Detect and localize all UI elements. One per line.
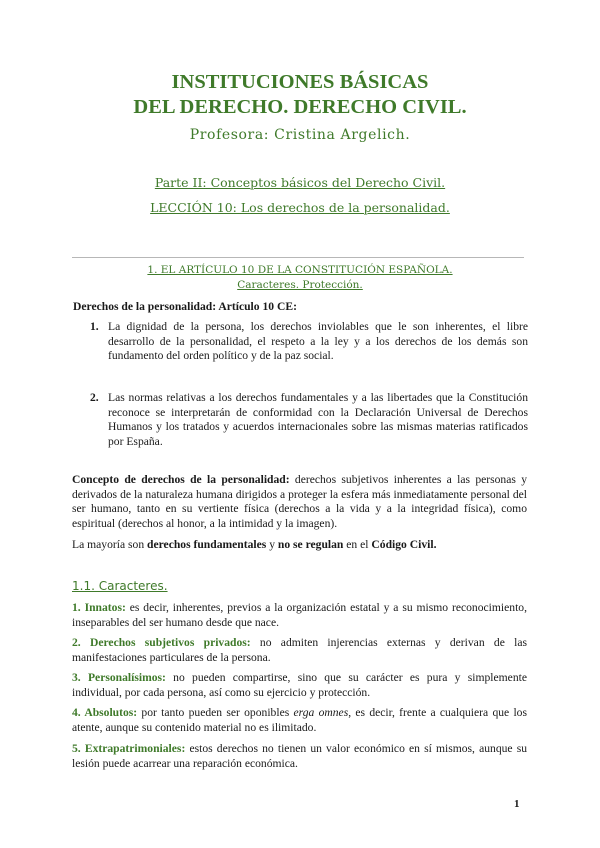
lesson-heading: LECCIÓN 10: Los derechos de la personalidad.	[150, 200, 450, 215]
character-item	[72, 706, 527, 735]
section-heading: 1. EL ARTÍCULO 10 DE LA CONSTITUCIÓN ESPAÑOLA.	[147, 264, 453, 276]
majority-bold-not-regulated: no se regulan	[277, 538, 344, 551]
characters-heading: 1.1. Caracteres.	[72, 579, 168, 593]
character-item	[72, 601, 527, 630]
professor-name: Profesora: Cristina Argelich.	[189, 127, 411, 143]
character-item	[72, 636, 527, 665]
character-text: no admiten injerencias externas y derivan de las manifestaciones particulares de la persona.	[72, 636, 527, 664]
document-title-line1: INSTITUCIONES BÁSICAS	[171, 71, 429, 93]
character-text: por tanto pueden ser oponibles	[137, 706, 294, 719]
list-item-text: Las normas relativas a los derechos fundamentales y a las libertades que la Constitución reconoce se interpretarán de conformidad con la Declaración Universal de Derechos Humanos y los tratados y acuerdos internacionales sobre las mismas materias ratificados por España.	[108, 391, 528, 448]
character-text: , es decir, frente a cualquiera que los atente, aunque su contenido material no es ilimitado.	[72, 706, 527, 734]
majority-text: en el	[343, 538, 372, 551]
majority-text: La mayoría son	[72, 538, 148, 551]
character-text-italic: erga omnes	[293, 706, 349, 719]
part-heading: Parte II: Conceptos básicos del Derecho Civil.	[154, 175, 446, 190]
character-label: 1. Innatos:	[72, 601, 126, 614]
character-text: es decir, inherentes, previos a la organización estatal y a su mismo reconocimiento, inseparables del ser humano desde que nace.	[72, 601, 527, 629]
concept-paragraph	[72, 473, 527, 531]
character-item	[72, 742, 527, 771]
concept-text: derechos subjetivos inherentes a las personas y derivados de la naturaleza humana dirigidos a proteger la esfera más inmediatamente personal del ser humano, tanto en su vertiente física (derechos a la vida y a la integridad física), como espiritual (derechos al honor, a la intimidad y la imagen).	[72, 473, 527, 530]
majority-paragraph	[72, 538, 527, 553]
section-subheading: Caracteres. Protección.	[237, 279, 363, 291]
character-label: 5. Extrapatrimoniales:	[72, 742, 186, 755]
character-item	[72, 671, 527, 700]
page-number: 1	[514, 798, 520, 810]
list-item-number: 1.	[90, 320, 99, 333]
concept-label: Concepto de derechos de la personalidad:	[72, 473, 290, 486]
section-divider	[72, 257, 524, 258]
character-label: 4. Absolutos:	[72, 706, 138, 719]
document-title-line2: DEL DERECHO. DERECHO CIVIL.	[133, 96, 467, 118]
majority-bold-rights: derechos fundamentales	[147, 538, 267, 551]
list-item-number: 2.	[90, 391, 99, 404]
character-label: 2. Derechos subjetivos privados:	[72, 636, 251, 649]
character-text: estos derechos no tienen un valor económico en sí mismos, aunque su lesión puede acarrear una reparación económica.	[72, 742, 528, 770]
article-label: Derechos de la personalidad: Artículo 10 CE:	[73, 300, 297, 313]
list-item-text: La dignidad de la persona, los derechos inviolables que le son inherentes, el libre desarrollo de la personalidad, el respeto a la ley y a los derechos de los demás son fundamento del orden político y de la paz social.	[108, 320, 528, 362]
majority-bold-civil-code: Código Civil.	[371, 538, 437, 551]
character-label: 3. Personalísimos:	[72, 671, 166, 684]
character-text: no pueden compartirse, sino que su carácter es pura y simplemente individual, por cada persona, así como su ejercicio y protección.	[72, 671, 527, 699]
majority-text: y	[266, 538, 278, 551]
